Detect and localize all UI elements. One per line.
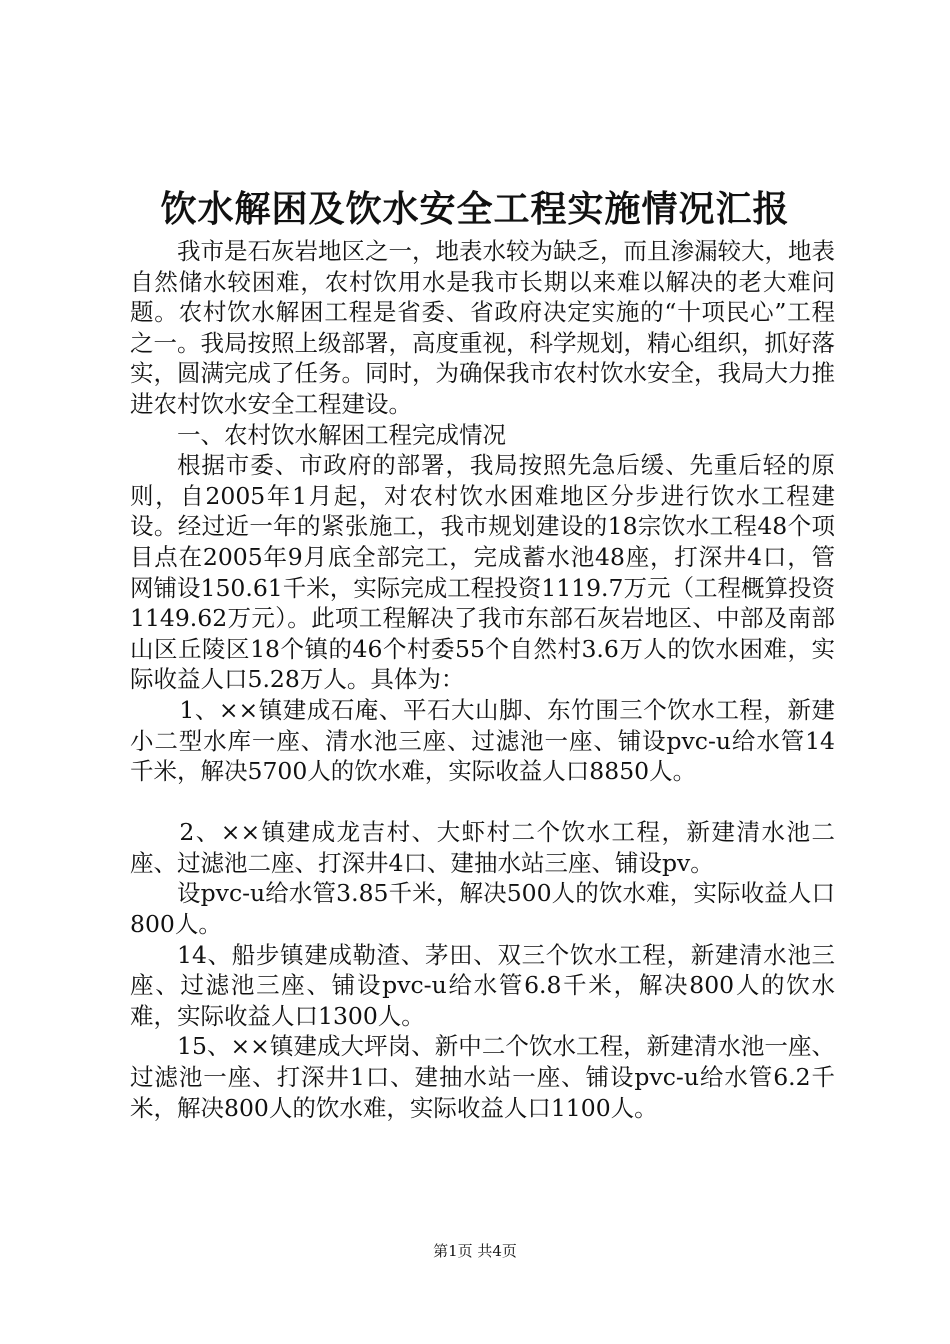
list-item: 14、船步镇建成勒渣、茅田、双三个饮水工程，新建清水池三座、过滤池三座、铺设pvc-u给水管6.8千米，解决800人的饮水难，实际收益人口1300人。 [130, 940, 835, 1030]
paragraph-gap [130, 787, 835, 818]
document-body [130, 236, 835, 1123]
document-title: 饮水解困及饮水安全工程实施情况汇报 [160, 188, 790, 230]
paragraph-intro: 我市是石灰岩地区之一，地表水较为缺乏，而且渗漏较大，地表自然储水较困难，农村饮用水是我市长期以来难以解决的老大难问题。农村饮水解困工程是省委、省政府决定实施的“十项民心”工程之一。我局按照上级部署，高度重视，科学规划，精心组织，抓好落实，圆满完成了任务。同时，为确保我市农村饮水安全，我局大力推进农村饮水安全工程建设。 [130, 237, 835, 418]
paragraph-overview: 根据市委、市政府的部署，我局按照先急后缓、先重后轻的原则，自2005年1月起，对农村饮水困难地区分步进行饮水工程建设。经过近一年的紧张施工，我市规划建设的18宗饮水工程48个项目点在2005年9月底全部完工，完成蓄水池48座，打深井4口，管网铺设150.61千米，实际完成工程投资1119.7万元（工程概算投资1149.62万元）。此项工程解决了我市东部石灰岩地区、中部及南部山区丘陵区18个镇的46个村委55个自然村3.6万人的饮水困难，实际收益人口5.28万人。具体为： [130, 451, 835, 694]
section-heading: 一、农村饮水解困工程完成情况 [177, 420, 506, 449]
list-item: 2、××镇建成龙吉村、大虾村二个饮水工程，新建清水池二座、过滤池二座、打深井4口、建抽水站三座、铺设pv。 [130, 818, 835, 877]
page-number: 第1页 共4页 [433, 1242, 517, 1260]
paragraph-continuation: 设pvc-u给水管3.85千米，解决500人的饮水难，实际收益人口800人。 [130, 879, 835, 939]
list-item: 1、××镇建成石庵、平石大山脚、东竹围三个饮水工程，新建小二型水库一座、清水池三座、过滤池一座、铺设pvc-u给水管14千米，解决5700人的饮水难，实际收益人口8850人。 [130, 695, 835, 786]
list-item: 15、××镇建成大坪岗、新中二个饮水工程，新建清水池一座、过滤池一座、打深井1口、建抽水站一座、铺设pvc-u给水管6.2千米，解决800人的饮水难，实际收益人口1100人。 [130, 1032, 835, 1122]
